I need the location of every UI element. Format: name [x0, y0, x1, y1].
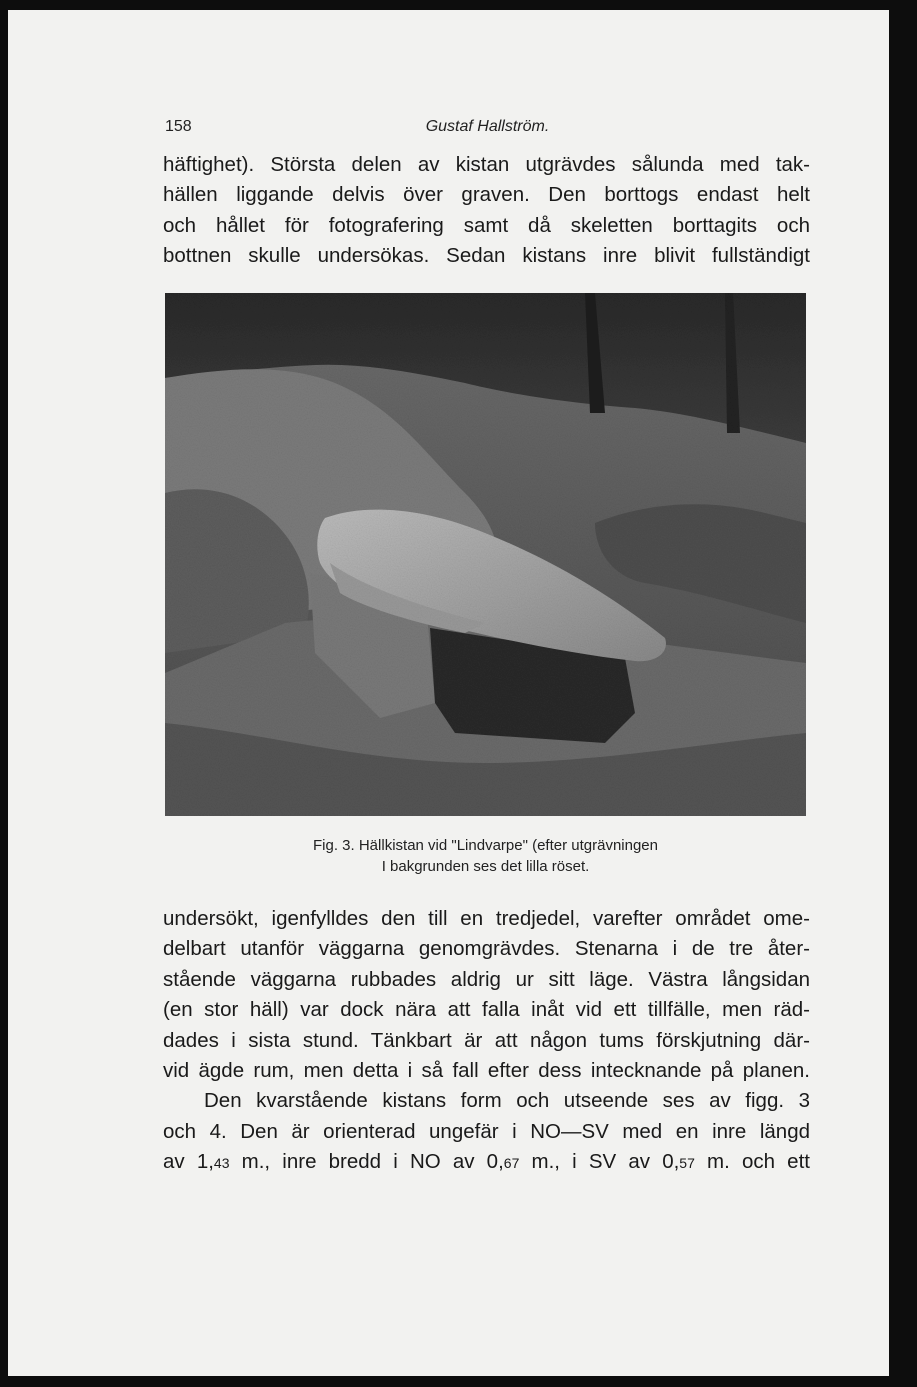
caption-line: Fig. 3. Hällkistan vid "Lindvarpe" (efter utgrävningen — [313, 837, 658, 854]
text-fragment: av 1, — [163, 1150, 214, 1174]
paragraph-top — [163, 150, 810, 272]
figure-photo-stone-cist — [165, 293, 806, 816]
text-line: och hållet för fotografering samt då skeletten borttagits och — [163, 213, 810, 237]
running-title: Gustaf Hallström. — [425, 118, 550, 135]
paragraph-bottom — [163, 904, 810, 1179]
text-line: stående väggarna rubbades aldrig ur sitt läge. Västra långsidan — [163, 967, 810, 991]
decimal-digits: 43 — [213, 1155, 230, 1172]
text-line: dades i sista stund. Tänkbart är att någon tums förskjutning där- — [163, 1028, 810, 1052]
text-line: delbart utanför väggarna genomgrävdes. Stenarna i de tre åter- — [163, 937, 810, 961]
text-line-measurements — [163, 1147, 810, 1178]
text-line: häftighet). Största delen av kistan utgrävdes sålunda med tak- — [163, 153, 810, 176]
text-line: och 4. Den är orienterad ungefär i NO—SV med en inre längd — [163, 1119, 810, 1143]
text-fragment: m. och ett — [694, 1150, 810, 1174]
text-fragment: m., inre bredd i NO av 0, — [229, 1150, 504, 1174]
text-line: bottnen skulle undersökas. Sedan kistans inre blivit fullständigt — [163, 244, 810, 268]
decimal-digits: 67 — [503, 1155, 520, 1172]
caption-line: I bakgrunden ses det lilla röset. — [381, 858, 590, 875]
text-line: undersökt, igenfylldes den till en tredjedel, varefter området ome- — [163, 907, 810, 930]
figure-caption — [165, 835, 806, 877]
text-line: vid ägde rum, men detta i så fall efter dess intecknande på planen. — [163, 1059, 810, 1083]
text-line: Den kvarstående kistans form och utseende ses av figg. 3 — [204, 1089, 810, 1113]
text-line: hällen liggande delvis över graven. Den borttogs endast helt — [163, 183, 810, 207]
page-number: 158 — [165, 118, 192, 135]
text-fragment: m., i SV av 0, — [519, 1150, 680, 1174]
text-line: (en stor häll) var dock nära att falla inåt vid ett tillfälle, men räd- — [163, 998, 810, 1022]
running-header — [165, 118, 810, 140]
decimal-digits: 57 — [679, 1155, 695, 1172]
